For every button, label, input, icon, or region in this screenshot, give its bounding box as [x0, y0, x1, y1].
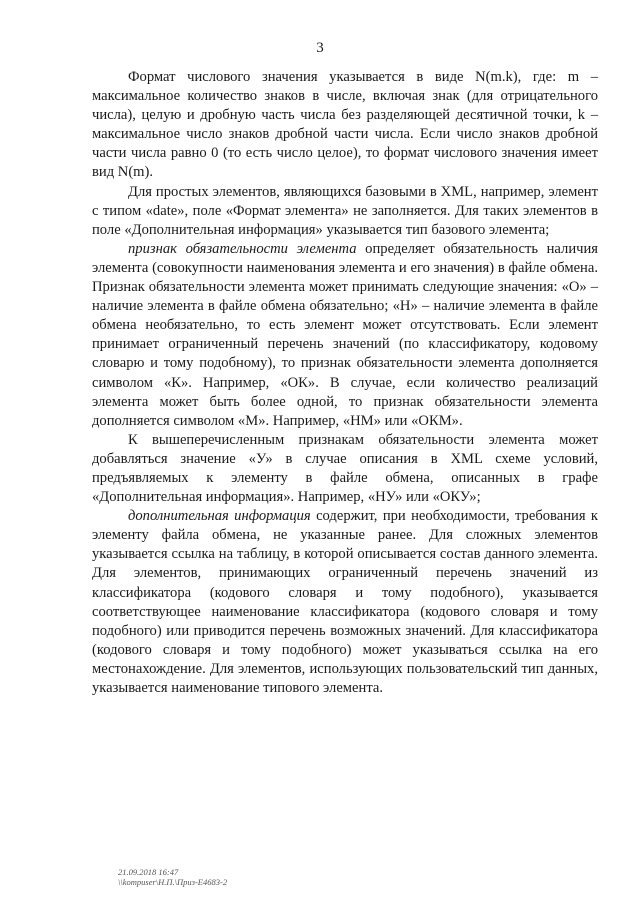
- print-stamp: [118, 867, 227, 887]
- print-file-path: \\kompuser\Н.П.\Приз-Е4683-2: [118, 877, 228, 887]
- page-number: 3: [316, 40, 324, 56]
- mandatory-flag-text: определяет обязательность наличия элемента (совокупности наименования элемента и его значения) в файле обмена. Признак обязательности элемента может принимать следующие значения: «О» – наличие элемента в файле обмена обязательно; «Н» – наличие элемента в файле обмена необязательно, то есть элемент может отсутствовать. Если элемент принимает ограниченный перечень значений (по классификатору, кодовому словарю и тому подобному), то признак обязательности элемента дополняется символом «К». Например, «ОК». В случае, если количество реализаций элемента может быть более одной, то признак обязательности элемента дополняется символом «М». Например, «НМ» или «ОКМ».: [92, 240, 598, 429]
- document-body: [92, 68, 598, 698]
- additional-info-text: содержит, при необходимости, требования к элементу файла обмена, не указанные ранее. Для сложных элементов указывается ссылка на таблицу, в которой описывается состав данного элемента. Для элементов, принимающих ограниченный перечень значений из классификатора (кодового словаря и тому подобного), указывается соответствующее наименование классификатора (кодового словаря и тому подобного) или приводится перечень возможных значений. Для классификатора (кодового словаря и тому подобного) может указываться ссылка на его местонахождение. Для элементов, использующих пользовательский тип данных, указывается наименование типового элемента.: [92, 508, 598, 696]
- paragraph-condition-flag: К вышеперечисленным признакам обязательности элемента может добавляться значение «У» в случае описания в XML схеме условий, предъявляемых к элементу в файле обмена, описанных в графе «Дополнительная информация». Например, «НУ» или «ОКУ»;: [92, 431, 598, 506]
- paragraph-additional-info: [92, 507, 598, 698]
- print-timestamp: 21.09.2018 16:47: [118, 867, 179, 877]
- paragraph-number-format: Формат числового значения указывается в виде N(m.k), где: m – максимальное количество знаков в числе, включая знак (для отрицательного числа), целую и дробную часть числа без разделяющей десятичной точки, k – максимальное число знаков дробной части числа. Если число знаков дробной части числа равно 0 (то есть число целое), то формат числового значения имеет вид N(m).: [92, 69, 598, 181]
- paragraph-mandatory-flag: [92, 240, 598, 431]
- term-additional-info: дополнительная информация: [128, 508, 311, 525]
- paragraph-simple-elements: Для простых элементов, являющихся базовыми в XML, например, элемент с типом «date», поле «Формат элемента» не заполняется. Для таких элементов в поле «Дополнительная информация» указывается тип базового элемента;: [92, 183, 598, 238]
- term-mandatory-flag: признак обязательности элемента: [128, 240, 357, 257]
